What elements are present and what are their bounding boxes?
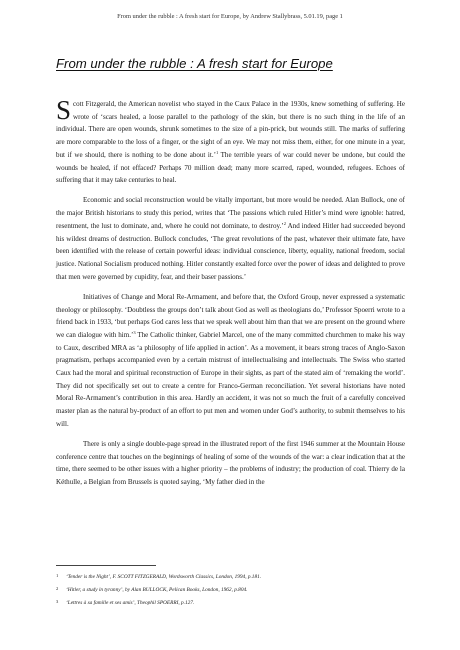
paragraph-3-text-b: The Catholic thinker, Gabriel Marcel, one of the many committed churchmen to make his way to Caux, described MRA as ‘a philosophy of life applied in action’. As a movement, it bears strong traces of Anglo-Saxon pragmatism, perhaps accompanied even by a certain mistrust of intellectualising and intellectuals. The Swiss who started Caux had the moral and spiritual reconstruction of Europe in their sights, as part of the stated aim of ‘remaking the world’. They did not specifically set out to create a centre for Franco-German reconciliation. Yet several historians have noted Moral Re-Armament’s contribution in this area. Hardly an accident, it was not so much the fruit of a carefully conceived master plan as the natural by-product of an effort to put men and women under God’s authority, to submit themselves to his will. [56, 330, 405, 428]
footnote-ref-3[interactable]: 3 [133, 329, 136, 335]
paragraph-1-text-a: cott Fitzgerald, the American novelist who stayed in the Caux Palace in the 1930s, knew something of suffering. He wrote of ‘scars healed, a loose parallel to the pathology of the skin, but there is no such thing in the life of an individual. There are open wounds, shrunk sometimes to the size of a pin-prick, but wounds still. The marks of suffering are more comparable to the loss of a finger, or the sight of an eye. We may not miss them, either, for one minute in a year, but if we should, there is nothing to be done about it.’ [56, 100, 405, 159]
footnote-1 [56, 571, 405, 583]
footnote-divider [56, 565, 156, 566]
paragraph-3 [56, 291, 405, 431]
drop-cap: S [56, 95, 72, 125]
paragraph-4-text: There is only a single double-page spread in the illustrated report of the first 1946 summer at the Mountain House conference centre that touches on the beginnings of healing of some of the wounds of the war: a clear indication that at the time, there seemed to be other issues with a higher priority – the problems of industry; the production of coal. Thierry de la Kéthulle, a Belgian from Brussels is quoted saying, ‘My father died in the [56, 440, 405, 487]
running-header: From under the rubble : A fresh start for Europe, by Andrew Stallybrass, 5.01.19, page 1 [117, 13, 343, 20]
footnote-text: ‘Tender is the Night’, F. SCOTT FITZGERALD, Wordsworth Classics, London, 1994, p.181. [66, 574, 262, 580]
footnote-2 [56, 584, 405, 596]
footnote-number: 1 [56, 573, 59, 578]
paragraph-2 [56, 194, 405, 283]
footnote-ref-1[interactable]: 1 [215, 149, 219, 155]
footnote-ref-2[interactable]: 2 [283, 220, 286, 226]
footnote-3 [56, 597, 405, 609]
paragraph-1-text-b: The terrible years of war could never be undone, but could the wounds be healed, if not effaced? Perhaps 70 million dead; many more scarred, raped, wounded, refugees. Echoes of suffering that it may take centuries to heal. [56, 150, 405, 185]
footnote-number: 2 [56, 585, 59, 591]
footnote-text: ‘Hitler, a study in tyranny’, by Alan BULLOCK, Pelican Books, London, 1962, p.804. [66, 586, 248, 593]
footnote-number: 3 [56, 598, 59, 604]
paragraph-3-text-a: Initiatives of Change and Moral Re-Armament, and before that, the Oxford Group, never expressed a systematic theology or philosophy. ‘Doubtless the groups don’t talk about God as well as theologians do,’ Professor Spoerri wrote to a friend back in 1933, ‘but perhaps God cares less that we speak well about him than that we are present on the ground where we can dialogue with him.’ [56, 292, 405, 339]
paragraph-2-text-a: Economic and social reconstruction would be vitally important, but more would be needed. Alan Bullock, one of the major British historians to study this period, writes that ‘The passions which ruled Hitler’s mind were ignoble: hatred, resentment, the lust to dominate, and, where he could not dominate, to destroy.’ [56, 196, 405, 230]
paragraph-1 [56, 95, 405, 187]
document-title: From under the rubble : A fresh start for Europe [56, 56, 333, 71]
document-body [56, 95, 405, 496]
footnotes [56, 571, 405, 610]
paragraph-2-text-b: And indeed Hitler had succeeded beyond his wildest dreams of destruction. Bullock concludes, ‘The great revolutions of the past, whatever their ultimate fate, have been identified with the release of certain powerful ideas: individual conscience, liberty, equality, national freedom, social justice. National Socialism produced nothing. Hitler constantly exalted force over the power of ideas and delighted to prove that men were governed by cupidity, fear, and their baser passions.’ [56, 221, 405, 281]
footnote-text: ‘Lettres à sa famille et ses amis’, Theophil SPOERRI, p.127. [66, 599, 195, 606]
paragraph-4 [56, 438, 405, 489]
